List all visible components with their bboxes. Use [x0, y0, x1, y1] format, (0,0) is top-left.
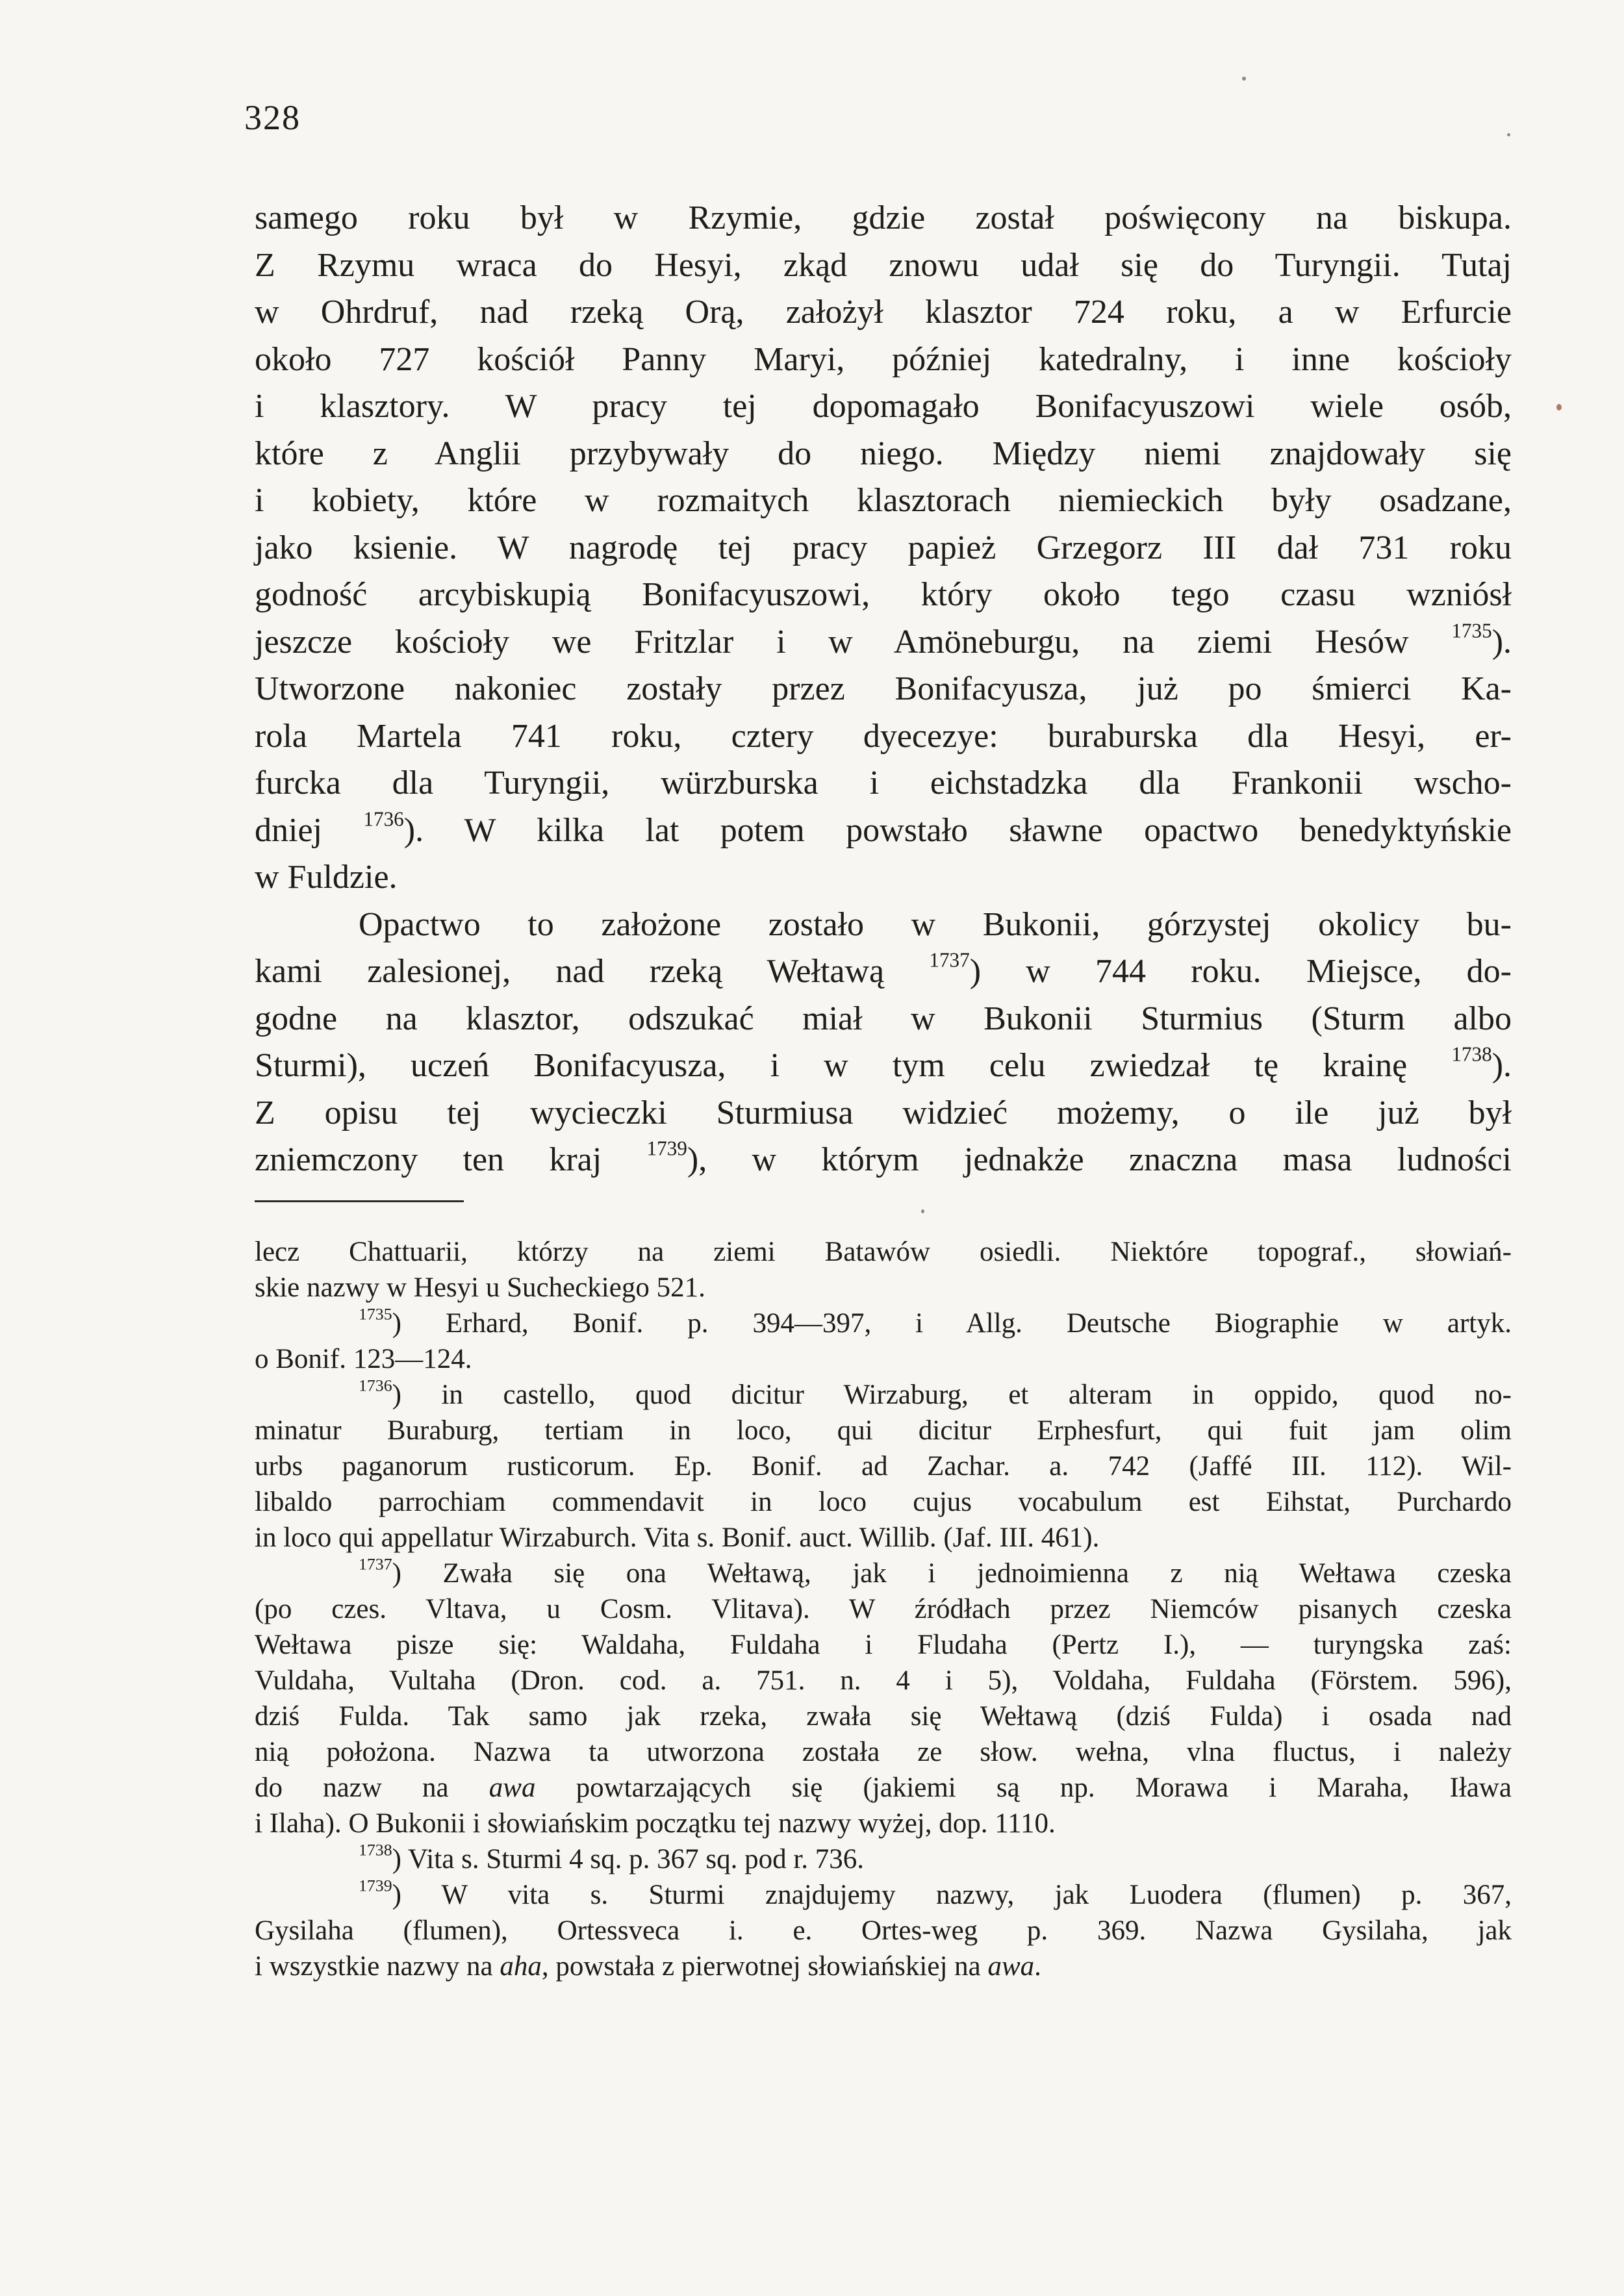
footnote-text: i wszystkie nazwy na: [255, 1951, 500, 1982]
footnote-text: ) Zwała się ona Wełtawą, jak i jednoimienna z nią Wełtawa czeska: [392, 1558, 1512, 1589]
footnote-ref: 1737: [929, 948, 970, 972]
footnote-ref: 1738: [1451, 1042, 1492, 1066]
footnote-ref: 1736: [363, 807, 404, 831]
footnote-line: nią położona. Nazwa ta utworzona została ze słow. wełna, vlna fluctus, i należy: [255, 1737, 1512, 1767]
line-text: ). W kilka lat potem powstało sławne opactwo benedyktyńskie: [403, 811, 1512, 849]
footnote-line: skie nazwy w Hesyi u Sucheckiego 521.: [255, 1272, 705, 1303]
text-line: Opactwo to założone zostało w Bukonii, górzystej okolicy bu-: [359, 905, 1512, 943]
footnote-1738: [255, 1841, 1512, 1877]
footnote-number: 1737: [359, 1554, 392, 1574]
footnote-1735: [255, 1306, 1512, 1341]
footnote-line: (po czes. Vltava, u Cosm. Vlitava). W źródłach przez Niemców pisanych czeska: [255, 1594, 1512, 1624]
italic-term: awa: [987, 1951, 1035, 1982]
text-line: i klasztory. W pracy tej dopomagało Bonifacyuszowi wiele osób,: [255, 388, 1512, 425]
page-number: 328: [244, 98, 301, 137]
text-line: rola Martela 741 roku, cztery dyecezye: buraburska dla Hesyi, er-: [255, 717, 1512, 755]
text-line: [255, 807, 1512, 855]
footnote-line: in loco qui appellatur Wirzaburch. Vita s. Bonif. auct. Willib. (Jaf. III. 461).: [255, 1522, 1100, 1553]
scan-speck: [1242, 77, 1246, 81]
scan-speck: [1507, 133, 1510, 136]
text-line: [255, 1137, 1512, 1184]
text-line: godne na klasztor, odszukać miał w Bukonii Sturmius (Sturm albo: [255, 1000, 1512, 1037]
footnote-text: do nazw na: [255, 1772, 489, 1803]
footnote-line: lecz Chattuarii, którzy na ziemi Batawów osiedli. Niektóre topograf., słowiań-: [255, 1237, 1512, 1267]
footnote-text: ) Erhard, Bonif. p. 394—397, i Allg. Deutsche Biographie w artyk.: [392, 1308, 1512, 1339]
footnote-line: o Bonif. 123—124.: [255, 1344, 472, 1374]
footnote-ref: 1735: [1451, 619, 1492, 642]
footnote-line: [255, 1949, 1512, 1984]
text-line: samego roku był w Rzymie, gdzie został poświęcony na biskupa.: [255, 199, 1512, 236]
footnote-1737: [255, 1556, 1512, 1591]
footnote-text: , powstała z pierwotnej słowiańskiej na: [541, 1951, 988, 1982]
footnote-line: Vuldaha, Vultaha (Dron. cod. a. 751. n. 4 i 5), Voldaha, Fuldaha (Förstem. 596),: [255, 1665, 1512, 1696]
line-text: jeszcze kościoły we Fritzlar i w Amöneburgu, na ziemi Hesów: [255, 623, 1409, 661]
footnote-line: i Ilaha). O Bukonii i słowiańskim początku tej nazwy wyżej, dop. 1110.: [255, 1808, 1056, 1839]
footnote-number: 1738: [359, 1840, 392, 1860]
footnote-line: dziś Fulda. Tak samo jak rzeka, zwała się Wełtawą (dziś Fulda) i osada nad: [255, 1701, 1512, 1732]
footnote-text: ) in castello, quod dicitur Wirzaburg, et alteram in oppido, quod no-: [392, 1380, 1512, 1410]
text-line: Z Rzymu wraca do Hesyi, zkąd znowu udał się do Turyngii. Tutaj: [255, 246, 1512, 284]
footnote-1736: [255, 1377, 1512, 1413]
text-line: w Fuldzie.: [255, 859, 398, 896]
text-line: jako ksienie. W nagrodę tej pracy papież Grzegorz III dał 731 roku: [255, 529, 1512, 566]
text-line: [255, 619, 1512, 666]
text-line: w Ohrdruf, nad rzeką Orą, założył klasztor 724 roku, a w Erfurcie: [255, 294, 1512, 331]
text-line: furcka dla Turyngii, würzburska i eichstadzka dla Frankonii wscho-: [255, 764, 1512, 801]
footnotes: [255, 1234, 1512, 1984]
line-text: ).: [1491, 1047, 1512, 1084]
footnote-separator: [255, 1200, 464, 1202]
line-text: kami zalesionej, nad rzeką Wełtawą: [255, 953, 885, 990]
text-line: [255, 1042, 1512, 1090]
line-text: ).: [1491, 623, 1512, 661]
footnote-line: Gysilaha (flumen), Ortessveca i. e. Ortes-weg p. 369. Nazwa Gysilaha, jak: [255, 1915, 1512, 1946]
line-text: dniej: [255, 811, 322, 849]
text-line: które z Anglii przybywały do niego. Między niemi znajdowały się: [255, 435, 1512, 472]
text-line: około 727 kościół Panny Maryi, później katedralny, i inne kościoły: [255, 340, 1512, 378]
footnote-line: libaldo parrochiam commendavit in loco cujus vocabulum est Eihstat, Purchardo: [255, 1487, 1512, 1517]
line-text: ) w 744 roku. Miejsce, do-: [969, 953, 1512, 990]
footnote-line: Wełtawa pisze się: Waldaha, Fuldaha i Fludaha (Pertz I.), — turyngska zaś:: [255, 1630, 1512, 1660]
scan-speck: [921, 1209, 924, 1213]
footnote-line: urbs paganorum rusticorum. Ep. Bonif. ad Zachar. a. 742 (Jaffé III. 112). Wil-: [255, 1451, 1512, 1482]
scan-speck: [1556, 404, 1562, 410]
line-text: zniemczony ten kraj: [255, 1141, 602, 1178]
footnote-number: 1736: [359, 1376, 392, 1395]
text-line: Z opisu tej wycieczki Sturmiusa widzieć możemy, o ile już był: [255, 1094, 1512, 1131]
text-line: godność arcybiskupią Bonifacyuszowi, który około tego czasu wzniósł: [255, 576, 1512, 613]
main-text: [255, 195, 1512, 1184]
text-line: [255, 948, 1512, 996]
footnote-line: minatur Buraburg, tertiam in loco, qui dicitur Erphesfurt, qui fuit jam olim: [255, 1415, 1512, 1446]
footnote-text: ) W vita s. Sturmi znajdujemy nazwy, jak Luodera (flumen) p. 367,: [392, 1880, 1512, 1910]
footnote-text: .: [1034, 1951, 1041, 1982]
footnote-1739: [255, 1877, 1512, 1913]
line-text: Sturmi), uczeń Bonifacyusza, i w tym celu zwiedzał tę krainę: [255, 1047, 1408, 1084]
italic-term: aha: [500, 1951, 542, 1982]
footnote-number: 1739: [359, 1876, 392, 1895]
italic-term: awa: [488, 1772, 536, 1803]
footnote-ref: 1739: [646, 1137, 687, 1160]
footnote-text: powtarzających się (jakiemi są np. Morawa i Maraha, Iława: [535, 1772, 1512, 1803]
text-line: Utworzone nakoniec zostały przez Bonifacyusza, już po śmierci Ka-: [255, 670, 1512, 707]
footnote-number: 1735: [359, 1304, 392, 1324]
footnote-line: [255, 1770, 1512, 1806]
line-text: ), w którym jednakże znaczna masa ludności: [687, 1141, 1512, 1178]
footnote-text: ) Vita s. Sturmi 4 sq. p. 367 sq. pod r. 736.: [392, 1844, 865, 1874]
text-line: i kobiety, które w rozmaitych klasztorach niemieckich były osadzane,: [255, 482, 1512, 519]
